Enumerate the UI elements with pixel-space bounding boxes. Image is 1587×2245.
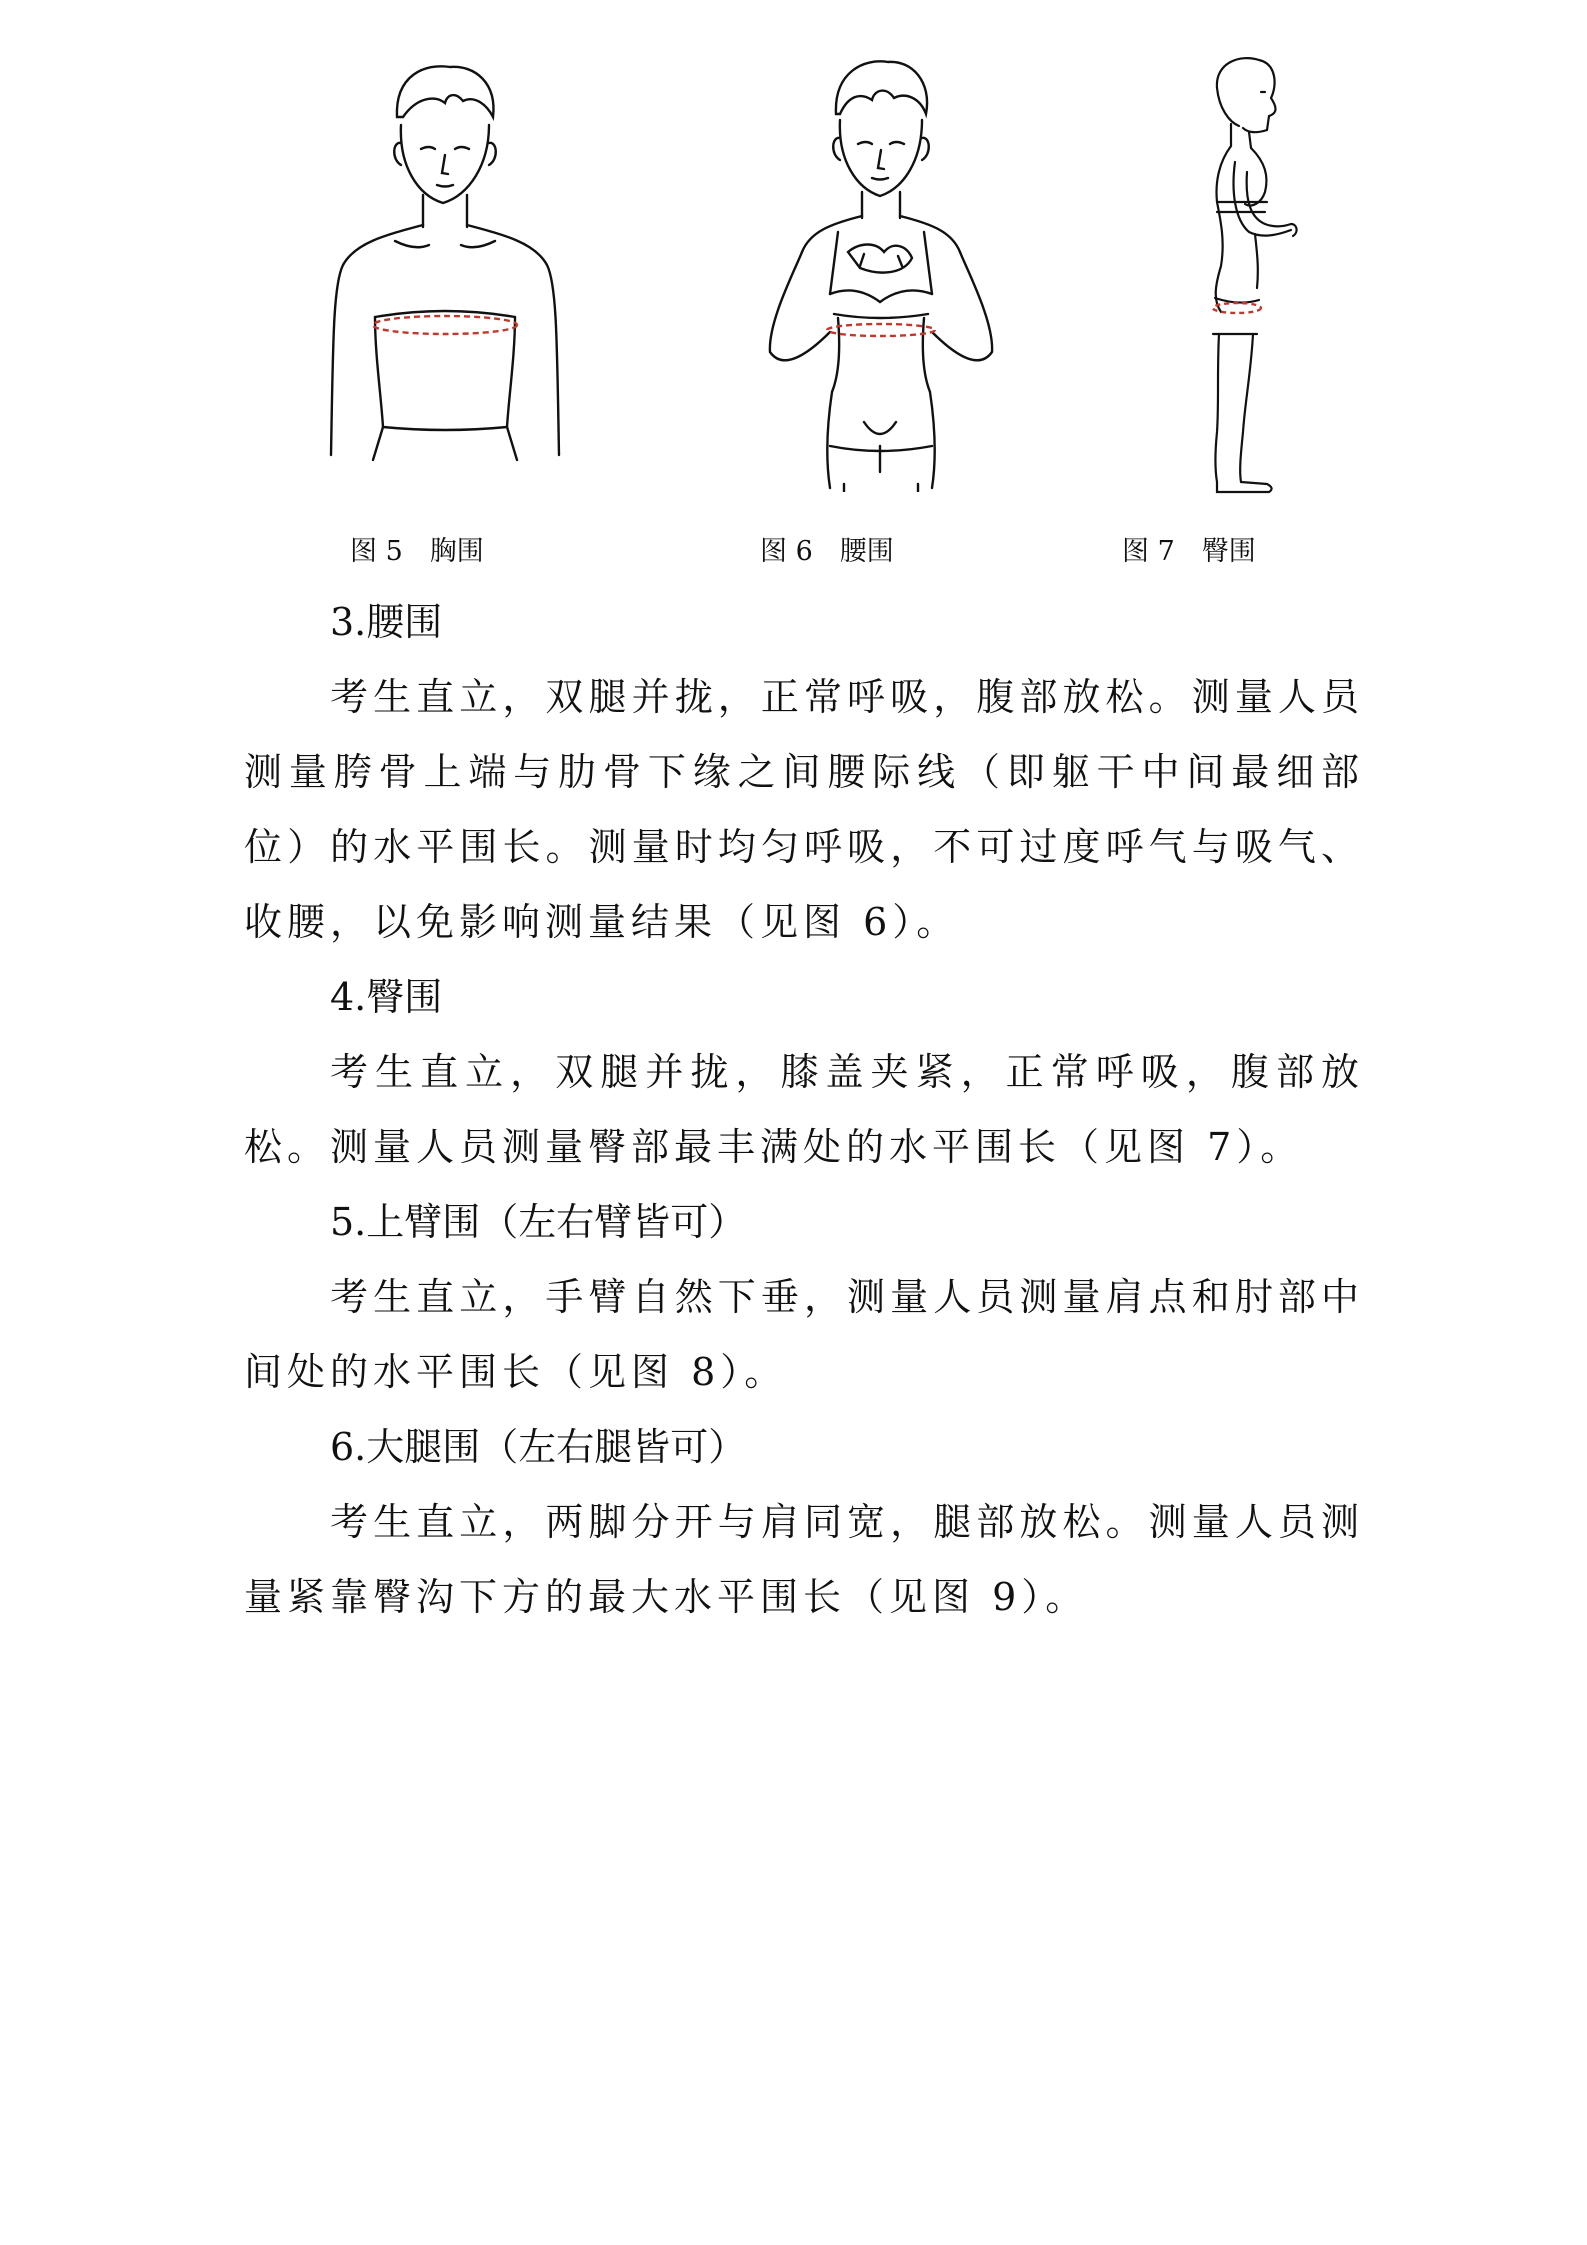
section-paragraph: 考生直立，两脚分开与肩同宽，腿部放松。测量人员测量紧靠臀沟下方的最大水平围长（见图 9）。 [244,1500,1364,1619]
section-paragraph: 考生直立，双腿并拢，正常呼吸，腹部放松。测量人员测量胯骨上端与肋骨下缘之间腰际线（即躯干中间最细部位）的水平围长。测量时均匀呼吸，不可过度呼气与吸气、收腰，以免影响测量结果（见图 6）。 [244,675,1364,944]
section-heading: 4.臀围 [330,975,443,1019]
section-paragraph: 考生直立，双腿并拢，膝盖夹紧，正常呼吸，腹部放松。测量人员测量臀部最丰满处的水平围长（见图 7）。 [244,1050,1364,1169]
body-text [244,585,1364,1635]
section-paragraph: 考生直立，手臂自然下垂，测量人员测量肩点和肘部中间处的水平围长（见图 8）。 [244,1275,1364,1394]
section-heading: 3.腰围 [330,600,443,644]
figure-6-waist [760,52,1000,492]
chest-measurement-illustration [325,55,565,475]
figure-6-caption: 图 6 腰围 [760,536,894,567]
figure-7-caption: 图 7 臀围 [1122,536,1256,567]
figure-7-hip [1195,52,1355,502]
figure-5-chest [325,55,565,475]
hip-measurement-illustration [1195,52,1355,502]
waist-measurement-illustration [760,52,1000,492]
section-heading: 5.上臂围（左右臂皆可） [330,1200,747,1244]
section-heading: 6.大腿围（左右腿皆可） [330,1425,747,1469]
figure-5-caption: 图 5 胸围 [350,536,484,567]
